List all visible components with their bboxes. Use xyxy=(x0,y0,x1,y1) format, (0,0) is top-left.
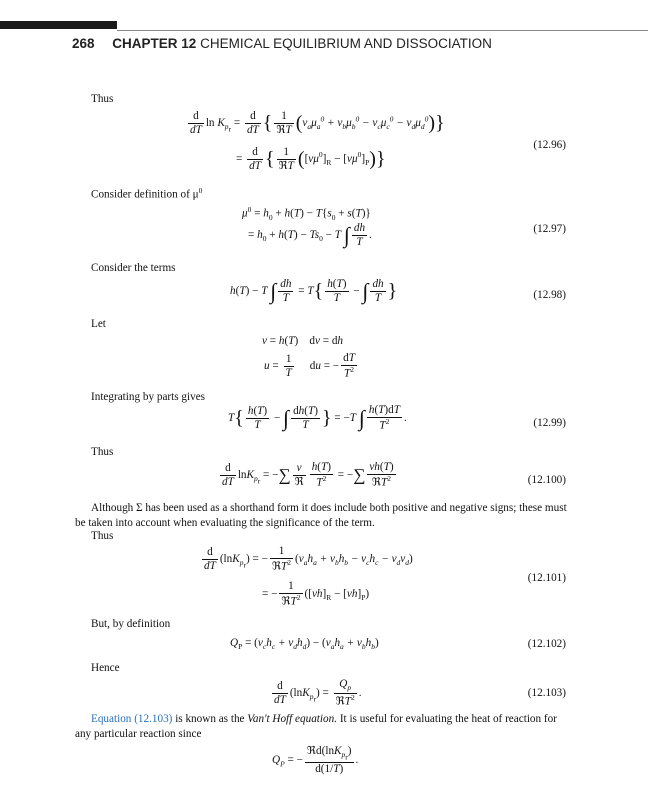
text-hence: Hence xyxy=(91,662,120,674)
text-consider-mu: Consider definition of $\mu^0$ xyxy=(91,186,203,201)
equation-12-96a: $\frac{d}{dT}$ $\ln K_{p_r}$ = $\frac{d}{dT}$ { $\frac{1}{\text{ℜT}}$ $(v_a\mu_a^0 + v_b\mu_b^0 - v_c\mu_c^0 - v_d\mu_d^0)$} xyxy=(190,110,445,136)
text-consider-terms: Consider the terms xyxy=(91,262,176,274)
paragraph-although: Although Σ has been used as a shorthand form it does include both positive and negative signs; these must be taken into account when evaluating the significance of the term. xyxy=(75,502,567,529)
equation-12-98: h(T) − T ∫ $\frac{dh}{T}$ = T{ $\frac{h(T)}{T}$ − ∫ $\frac{dh}{T}$ } xyxy=(230,278,398,304)
eq-number-12-103: (12.103) xyxy=(527,687,566,699)
paragraph-vant-hoff: Equation (12.103) is known as the Van't Hoff equation. It is useful for evaluating the heat of reaction for any particular reaction since xyxy=(75,713,557,740)
equation-12-102: $Q_P = (v_ch_c + v_dh_d) - (v_ah_a + v_bh_b)$ xyxy=(230,637,379,652)
equation-12-101a: $\frac{d}{dT}$ (lnK$_{p_r}$) = − $\frac{1}{ℜT^2}$ $(v_ah_a + v_bh_b - v_ch_c - v_dv_d)$ xyxy=(204,545,413,573)
header-bar xyxy=(0,21,117,29)
text-thus-3: Thus xyxy=(91,530,114,542)
eq-number-12-96: (12.96) xyxy=(533,139,566,151)
eq-number-12-102: (12.102) xyxy=(527,638,566,650)
equation-12-97b: = $h_0 + h(T) - Ts_0 - T$ ∫ $\frac{dh}{T}$ . xyxy=(248,222,372,248)
equation-12-97a: $\mu^0 = h_0 + h(T) - T\{s_0 + s(T)\}$ xyxy=(242,205,371,222)
chapter-title: CHEMICAL EQUILIBRIUM AND DISSOCIATION xyxy=(200,36,492,51)
eq-number-12-100: (12.100) xyxy=(527,474,566,486)
equation-link[interactable]: Equation (12.103) xyxy=(91,713,173,725)
text-let: Let xyxy=(91,318,106,330)
eq-number-12-99: (12.99) xyxy=(533,417,566,429)
eq-number-12-97: (12.97) xyxy=(533,223,566,235)
header-rule xyxy=(117,30,648,31)
text-but: But, by definition xyxy=(91,618,171,630)
text-thus-1: Thus xyxy=(91,93,114,105)
vant-hoff-term: Van't Hoff equation. xyxy=(247,713,338,725)
equation-let-u: u = $\frac{1}{T}$ du = − $\frac{dT}{T^2}$ xyxy=(264,352,355,380)
text-integrating: Integrating by parts gives xyxy=(91,391,206,403)
equation-12-99: T{ $\frac{h(T)}{T}$ − ∫ $\frac{dh(T)}{T}$ } = −T ∫ $\frac{h(T)dT}{T^2}$ . xyxy=(228,404,407,432)
text-thus-2: Thus xyxy=(91,446,114,458)
eq-number-12-101: (12.101) xyxy=(527,572,566,584)
page-number: 268 xyxy=(72,36,95,51)
equation-qp-final: $Q_P$ = − $\frac{ℜd(\ln K_{p_r})}{d(1/T)}$ . xyxy=(272,745,359,776)
eq-number-12-98: (12.98) xyxy=(533,289,566,301)
equation-12-103: $\frac{d}{dT}$ (lnK$_{p_r}$) = $\frac{Q_p}{ℜT^2}$ . xyxy=(274,678,362,708)
equation-12-100: $\frac{d}{dT}$ lnK$_{p_r}$ = −∑ $\frac{v}{\text{ℜ}}$ $\frac{h(T)}{T^2}$ = −∑ $\frac{vh(T)}{ℜT^2}$ xyxy=(222,461,394,489)
equation-12-96b: = $\frac{d}{dT}$ { $\frac{1}{\text{ℜT}}$ $([v\mu^0]_R - [v\mu^0]_P)$} xyxy=(236,146,386,172)
equation-let-v: v = h(T) dv = dh xyxy=(262,335,344,347)
equation-12-101b: = − $\frac{1}{ℜT^2}$ $([vh]_R - [vh]_P)$ xyxy=(262,580,370,608)
chapter-label: CHAPTER 12 xyxy=(112,36,197,51)
page-header xyxy=(72,36,492,51)
